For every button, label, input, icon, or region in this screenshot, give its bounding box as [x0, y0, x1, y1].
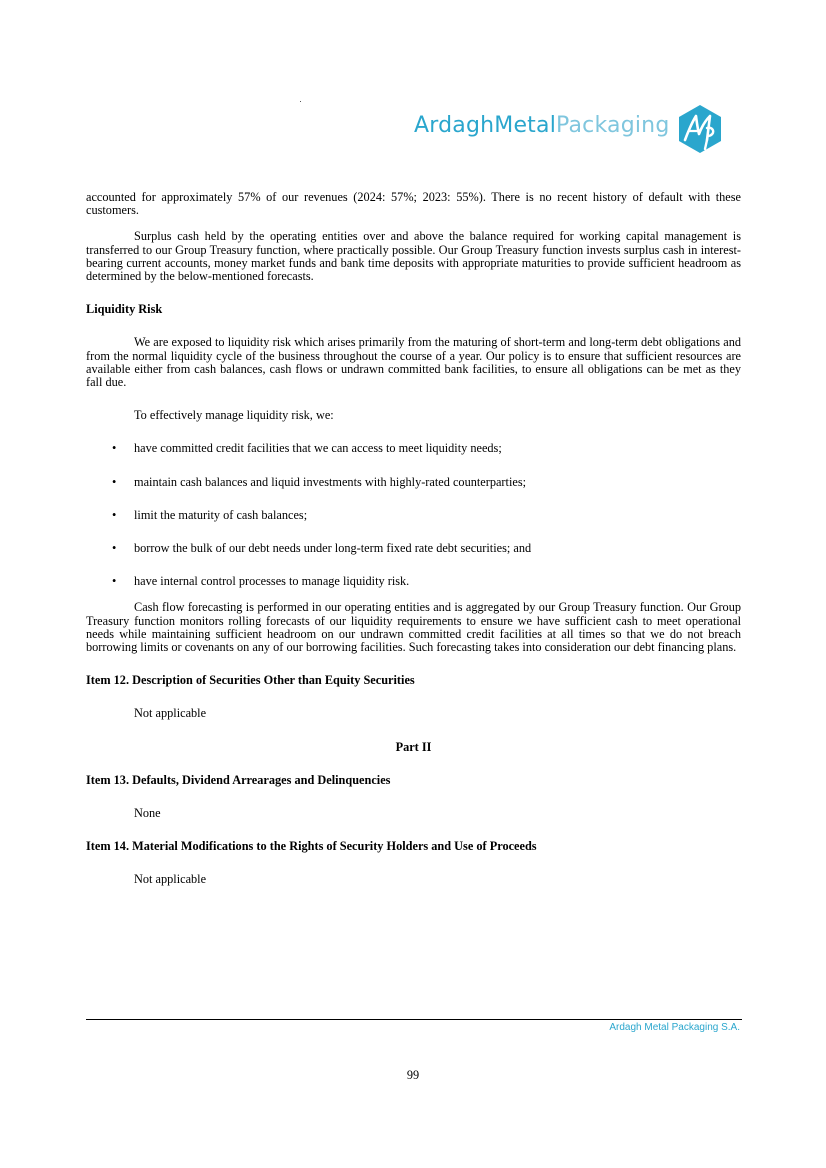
list-item-text: have committed credit facilities that we can access to meet liquidity needs;	[134, 441, 502, 456]
heading-item-12: Item 12. Description of Securities Other than Equity Securities	[86, 673, 415, 688]
bullet-icon: •	[112, 441, 117, 456]
footer-divider	[86, 1019, 742, 1020]
logo-wordmark	[414, 113, 670, 138]
list-item	[86, 575, 741, 588]
heading-item-14: Item 14. Material Modifications to the Rights of Security Holders and Use of Proceeds	[86, 839, 537, 854]
liquidity-measures-list	[86, 442, 741, 588]
item-14-text: Not applicable	[134, 872, 207, 887]
logo-word-packaging: Packaging	[556, 113, 670, 138]
list-item-text: have internal control processes to manage liquidity risk.	[134, 574, 410, 589]
item-13-text: None	[134, 806, 161, 821]
bullet-icon: •	[112, 574, 117, 589]
document-body	[86, 191, 741, 887]
company-logo	[414, 104, 726, 154]
amp-logo-icon	[677, 104, 723, 154]
stray-mark	[300, 101, 301, 102]
list-item-text: limit the maturity of cash balances;	[134, 507, 308, 522]
heading-item-13: Item 13. Defaults, Dividend Arrearages and Delinquencies	[86, 772, 391, 787]
list-item	[86, 442, 741, 455]
paragraph-customers: accounted for approximately 57% of our revenues (2024: 57%; 2023: 55%). There is no recent history of default with these customers.	[86, 190, 741, 218]
page-number: 99	[406, 1068, 420, 1082]
item-12-text: Not applicable	[134, 706, 207, 721]
list-item-text: borrow the bulk of our debt needs under long-term fixed rate debt securities; and	[134, 541, 532, 556]
heading-liquidity-risk: Liquidity Risk	[86, 302, 163, 317]
list-item	[86, 476, 741, 489]
list-item	[86, 542, 741, 555]
list-item	[86, 509, 741, 522]
list-item-text: maintain cash balances and liquid investments with highly-rated counterparties;	[134, 474, 527, 489]
footer-company-name: Ardagh Metal Packaging S.A.	[609, 1022, 740, 1033]
part-ii-heading: Part II	[395, 739, 432, 754]
bullet-icon: •	[112, 507, 117, 522]
logo-word-ardagh: Ardagh	[414, 113, 495, 138]
logo-word-metal: Metal	[494, 113, 557, 138]
paragraph-liquidity-exposure: We are exposed to liquidity risk which arises primarily from the maturing of short-term and long-term debt obligations and from the normal liquidity cycle of the business throughout the course of a year. Our policy is to ensure that sufficient resources are available either from cash balances, cash flows or undrawn committed bank facilities, to ensure all obligations can be met as they fall due.	[86, 335, 741, 390]
bullet-icon: •	[112, 474, 117, 489]
bullet-icon: •	[112, 541, 117, 556]
paragraph-manage-intro: To effectively manage liquidity risk, we:	[134, 408, 334, 423]
paragraph-cash-flow-forecasting: Cash flow forecasting is performed in our operating entities and is aggregated by our Group Treasury function. Our Group Treasury function monitors rolling forecasts of our liquidity requirements to ensure we have sufficient cash to meet operational needs while maintaining sufficient headroom on our undrawn committed credit facilities at all times so that we do not breach borrowing limits or covenants on any of our borrowing facilities. Such forecasting takes into consideration our debt financing plans.	[86, 600, 741, 655]
paragraph-surplus-cash: Surplus cash held by the operating entities over and above the balance required for working capital management is transferred to our Group Treasury function, where practically possible. Our Group Treasury function invests surplus cash in interest-bearing current accounts, money market funds and bank time deposits with appropriate maturities to provide sufficient headroom as determined by the below-mentioned forecasts.	[86, 229, 741, 284]
